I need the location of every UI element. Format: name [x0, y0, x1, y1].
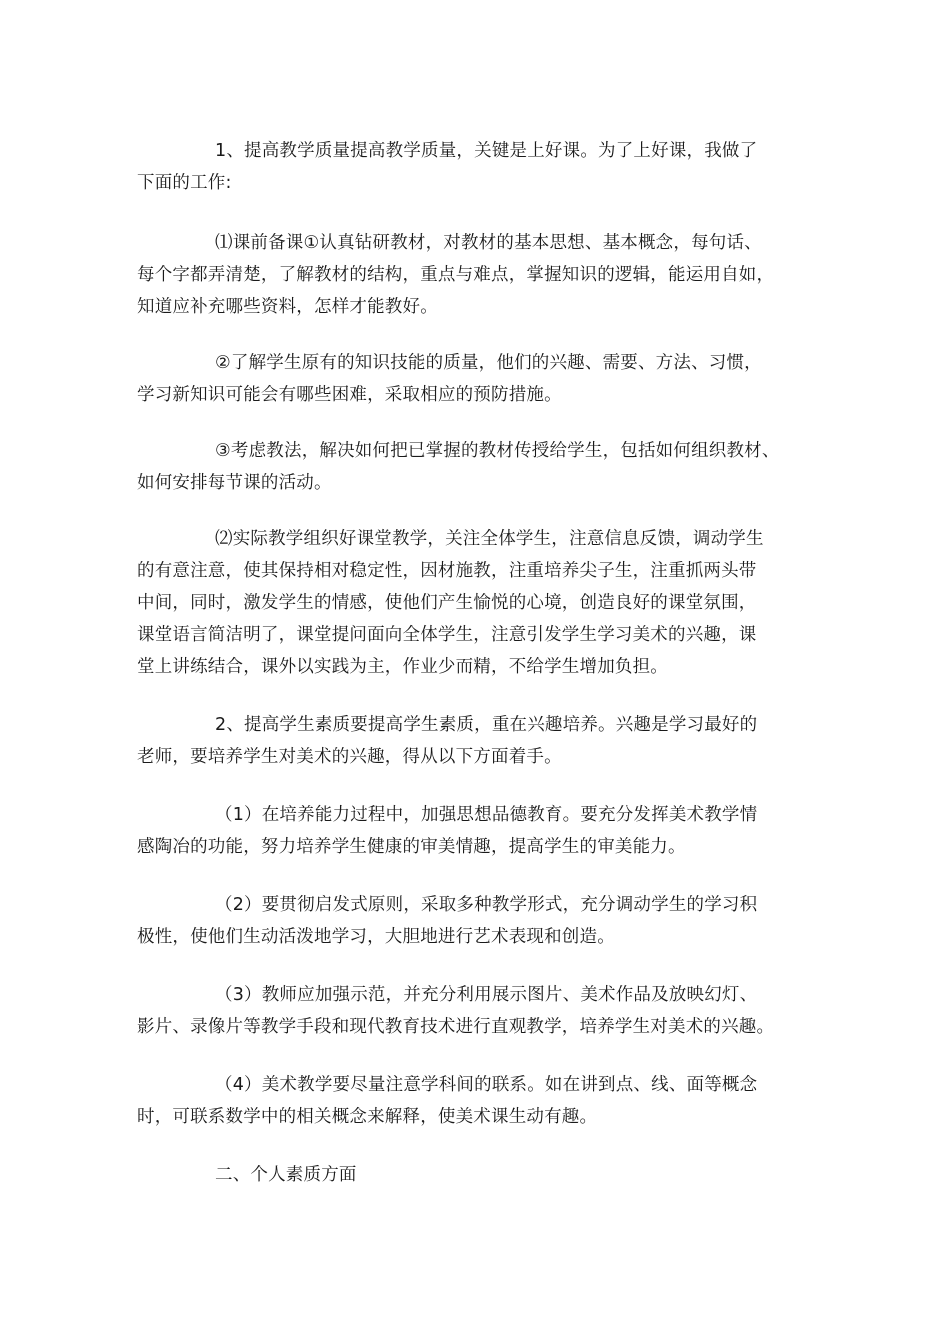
paragraph-line: 极性，使他们生动活泼地学习，大胆地进行艺术表现和创造。 — [137, 927, 615, 947]
paragraph-line: 影片、录像片等教学手段和现代教育技术进行直观教学，培养学生对美术的兴趣。 — [137, 1017, 775, 1037]
paragraph-line: 的有意注意，使其保持相对稳定性，因材施教，注重培养尖子生，注重抓两头带 — [137, 561, 757, 581]
section-heading-text: 二、个人素质方面 — [215, 1165, 357, 1185]
paragraph-line: 学习新知识可能会有哪些困难，采取相应的预防措施。 — [137, 385, 562, 405]
paragraph-line: ⑴课前备课①认真钻研教材，对教材的基本思想、基本概念，每句话、 — [215, 233, 762, 253]
paragraph-line: （3）教师应加强示范，并充分利用展示图片、美术作品及放映幻灯、 — [215, 985, 758, 1005]
paragraph-line: 时，可联系数学中的相关概念来解释，使美术课生动有趣。 — [137, 1107, 598, 1127]
paragraph-line: 每个字都弄清楚，了解教材的结构，重点与难点，掌握知识的逻辑，能运用自如， — [137, 265, 775, 285]
paragraph-line: 下面的工作: — [137, 173, 232, 193]
paragraph-line: 感陶冶的功能，努力培养学生健康的审美情趣，提高学生的审美能力。 — [137, 837, 686, 857]
paragraph-line: 知道应补充哪些资料，怎样才能教好。 — [137, 297, 438, 317]
paragraph-line: 老师，要培养学生对美术的兴趣，得从以下方面着手。 — [137, 747, 562, 767]
paragraph-line: 课堂语言简洁明了，课堂提问面向全体学生，注意引发学生学习美术的兴趣，课 — [137, 625, 757, 645]
paragraph-line: 1、提高教学质量提高教学质量，关键是上好课。为了上好课，我做了 — [215, 141, 758, 161]
paragraph-line: 2、提高学生素质要提高学生素质，重在兴趣培养。兴趣是学习最好的 — [215, 715, 758, 735]
paragraph-line: （4）美术教学要尽量注意学科间的联系。如在讲到点、线、面等概念 — [215, 1075, 758, 1095]
paragraph-line: 堂上讲练结合，课外以实践为主，作业少而精，不给学生增加负担。 — [137, 657, 668, 677]
paragraph-line: ③考虑教法，解决如何把已掌握的教材传授给学生，包括如何组织教材、 — [215, 441, 780, 461]
paragraph-line: （2）要贯彻启发式原则，采取多种教学形式，充分调动学生的学习积 — [215, 895, 758, 915]
paragraph-line: ⑵实际教学组织好课堂教学，关注全体学生，注意信息反馈，调动学生 — [215, 529, 764, 549]
paragraph-line: （1）在培养能力过程中，加强思想品德教育。要充分发挥美术教学情 — [215, 805, 758, 825]
paragraph-line: ②了解学生原有的知识技能的质量，他们的兴趣、需要、方法、习惯， — [215, 353, 762, 373]
paragraph-line: 如何安排每节课的活动。 — [137, 473, 332, 493]
paragraph-line: 中间，同时，激发学生的情感，使他们产生愉悦的心境，创造良好的课堂氛围， — [137, 593, 757, 613]
